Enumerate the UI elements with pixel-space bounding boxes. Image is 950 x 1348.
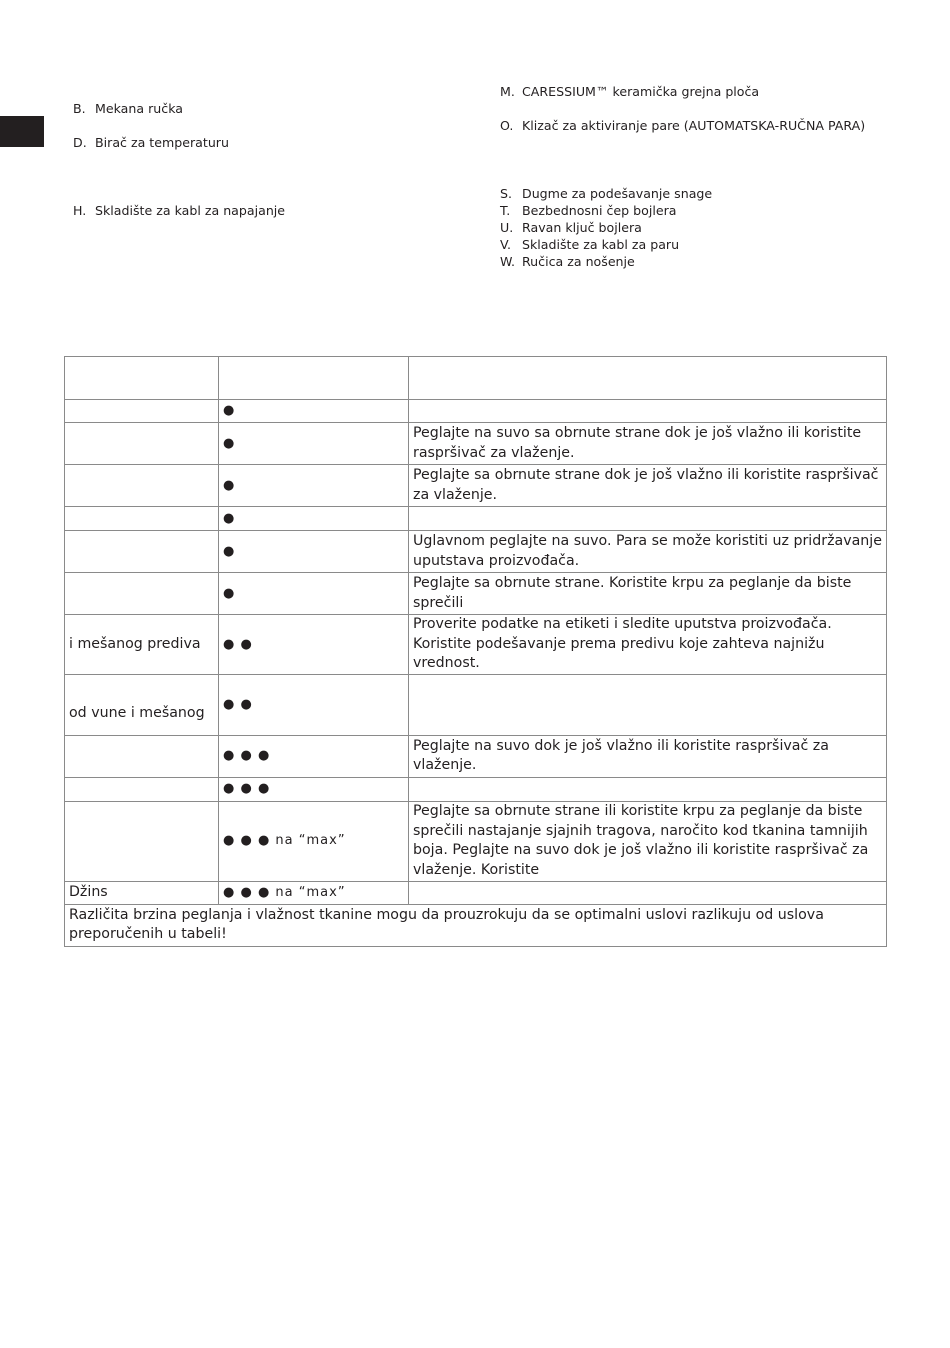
part-label: CARESSIUM™ keramička grejna ploča (522, 84, 760, 99)
part-letter: O. (500, 118, 514, 133)
advice-cell (409, 674, 887, 735)
advice-cell: Proverite podatke na etiketi i sledite uputstva proizvođača. Koristite podešavanje prema predivu koje zahteva najnižu vrednost. (409, 615, 887, 675)
table-footnote-row (65, 904, 887, 946)
advice-cell: Uglavnom peglajte na suvo. Para se može koristiti uz pridržavanje uputstava proizvođača. (409, 531, 887, 573)
part-label: Skladište za kabl za napajanje (95, 203, 286, 218)
part-letter: T. (500, 203, 511, 218)
part-label: Ravan ključ bojlera (522, 220, 642, 235)
part-letter: W. (500, 254, 516, 269)
fabric-cell: Džins (65, 881, 219, 904)
ironing-settings-table (64, 356, 887, 947)
advice-cell: Peglajte sa obrnute strane dok je još vlažno ili koristite raspršivač za vlaženje. (409, 465, 887, 507)
table-row (65, 881, 887, 904)
fabric-cell (65, 777, 219, 801)
table-row (65, 400, 887, 423)
advice-cell (409, 400, 887, 423)
setting-cell: ● (219, 573, 409, 615)
part-label: Birač za temperaturu (95, 135, 229, 150)
fabric-cell (65, 507, 219, 531)
setting-cell: ● (219, 507, 409, 531)
fabric-cell (65, 573, 219, 615)
setting-cell: ● (219, 465, 409, 507)
setting-cell: ● ● ● (219, 777, 409, 801)
header-cell-advice (409, 357, 887, 400)
language-tab-marker (0, 116, 44, 147)
table-row (65, 465, 887, 507)
header-cell-setting (219, 357, 409, 400)
fabric-cell (65, 801, 219, 881)
table-row (65, 735, 887, 777)
header-cell-fabric (65, 357, 219, 400)
part-letter: D. (73, 135, 87, 150)
setting-cell: ● ● ● (219, 735, 409, 777)
part-label: Bezbednosni čep bojlera (522, 203, 677, 218)
table-row (65, 507, 887, 531)
advice-cell: Peglajte sa obrnute strane. Koristite krpu za peglanje da biste sprečili (409, 573, 887, 615)
part-letter: U. (500, 220, 514, 235)
advice-cell (409, 777, 887, 801)
setting-cell: ● ● (219, 615, 409, 675)
setting-cell: ● ● ● na “max” (219, 801, 409, 881)
fabric-cell: i mešanog prediva (65, 615, 219, 675)
part-label: Skladište za kabl za paru (522, 237, 680, 252)
fabric-cell (65, 531, 219, 573)
table-row (65, 801, 887, 881)
advice-cell: Peglajte na suvo dok je još vlažno ili koristite raspršivač za vlaženje. (409, 735, 887, 777)
part-letter: S. (500, 186, 512, 201)
advice-cell (409, 881, 887, 904)
part-label: Dugme za podešavanje snage (522, 186, 713, 201)
table-row (65, 615, 887, 675)
advice-cell: Peglajte sa obrnute strane ili koristite krpu za peglanje da biste sprečili nastajanje sjajnih tragova, naročito kod tkanina tamnijih boja. Peglajte na suvo dok je još vlažno ili koristite raspršivač za vlaženje. Koristite (409, 801, 887, 881)
setting-cell: ● ● (219, 674, 409, 735)
fabric-cell: od vune i mešanog (65, 674, 219, 735)
advice-cell (409, 507, 887, 531)
part-letter: H. (73, 203, 87, 218)
fabric-cell (65, 735, 219, 777)
part-letter: B. (73, 101, 86, 116)
advice-cell: Peglajte na suvo sa obrnute strane dok je još vlažno ili koristite raspršivač za vlaženje. (409, 423, 887, 465)
part-letter: M. (500, 84, 515, 99)
fabric-cell (65, 465, 219, 507)
fabric-cell (65, 400, 219, 423)
table-row (65, 674, 887, 735)
part-label: Mekana ručka (95, 101, 183, 116)
table-row (65, 777, 887, 801)
table-header-row (65, 357, 887, 400)
setting-cell: ● ● ● na “max” (219, 881, 409, 904)
table-footnote: Različita brzina peglanja i vlažnost tkanine mogu da prouzrokuju da se optimalni uslovi razlikuju od uslova preporučenih u tabeli! (65, 904, 887, 946)
setting-cell: ● (219, 400, 409, 423)
fabric-cell (65, 423, 219, 465)
table-row (65, 531, 887, 573)
setting-cell: ● (219, 423, 409, 465)
part-letter: V. (500, 237, 511, 252)
table-row (65, 573, 887, 615)
part-label: Klizač za aktiviranje pare (AUTOMATSKA-RUČNA PARA) (522, 118, 866, 133)
setting-cell: ● (219, 531, 409, 573)
table-row (65, 423, 887, 465)
part-label: Ručica za nošenje (522, 254, 635, 269)
